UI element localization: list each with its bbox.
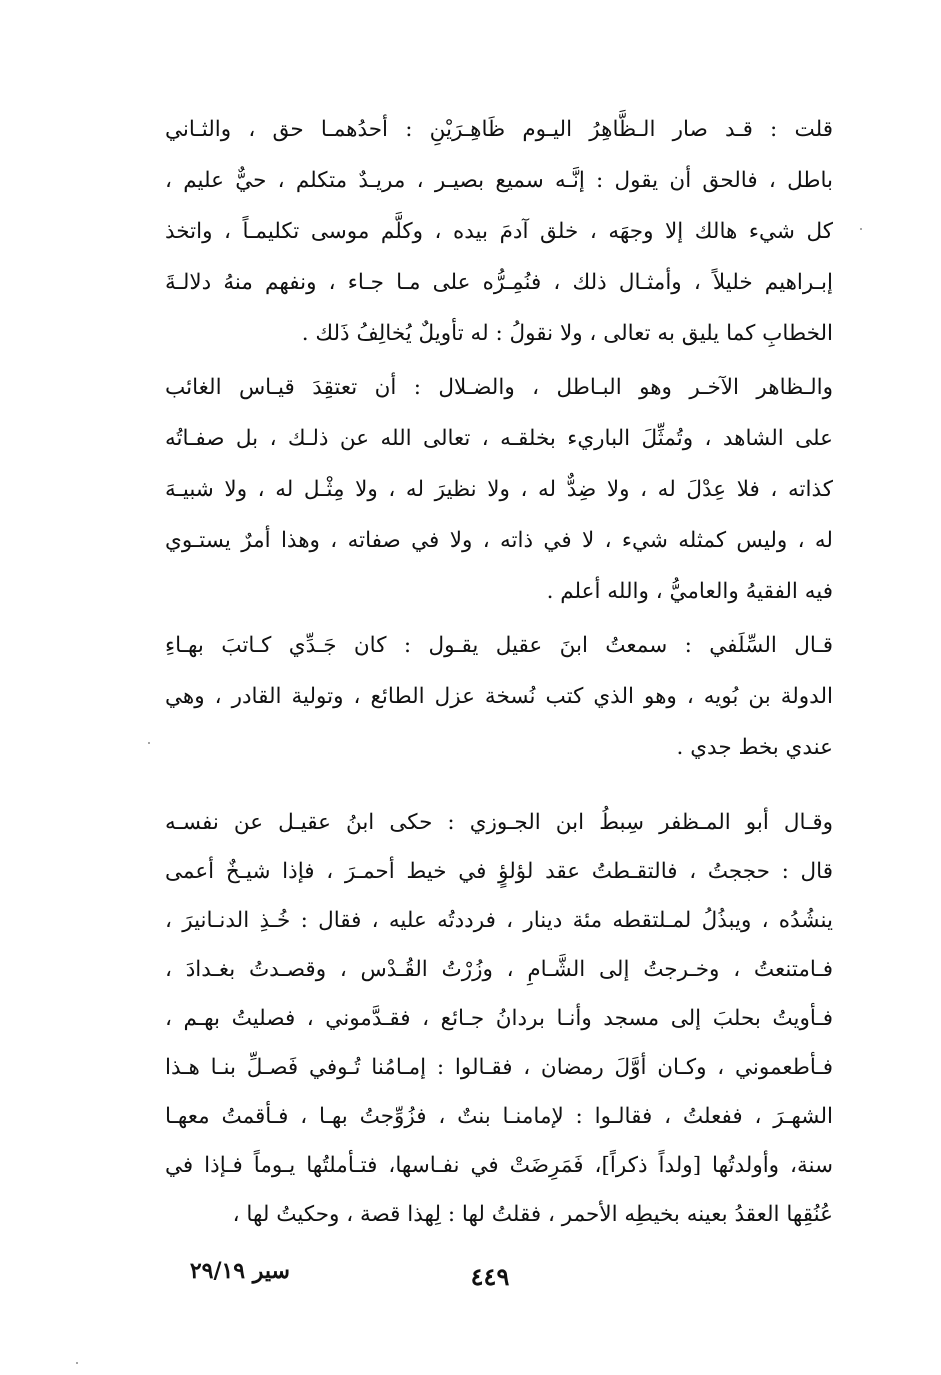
paragraph-line: قـال السِّلَفي : سمعتُ ابنَ عقيل يقـول : كان جَـدِّي كـاتبَ بهـاءِ [165, 633, 833, 658]
paragraph-3 [165, 620, 833, 773]
paragraph-line: عندي بخط جدي . [676, 735, 833, 760]
paragraph-line: ينشُدُه ، ويبذُلُ لمـلتقطه مئة دينار ، فرددتُه عليه ، فقال : خُـذِ الدنـانيرَ ، [165, 908, 833, 933]
paragraph-2 [165, 362, 833, 617]
signature-mark: سير ٢٩/١٩ [189, 1258, 290, 1284]
paragraph-line: قلت : قـد صار الـظَّاهِرُ اليـوم ظَاهِـرَيْنِ : أحدُهمـا حق ، والثـاني [165, 117, 833, 142]
paragraph-line: له ، وليس كمثله شيء ، لا في ذاته ، ولا في صفاته ، وهذا أمرٌ يستـوي [165, 528, 833, 553]
scan-speck [148, 742, 150, 744]
paragraph-line: سنة، وأولدتُها [ولداً ذكراً]، فَمَرِضَتْ في نفـاسها، فتـأملتُها يـوماً فـإذا في [165, 1153, 833, 1178]
paragraph-line: وقـال أبو المـظفر سِبطُ ابن الجـوزي : حكى ابنُ عقيـل عن نفسـه [165, 810, 833, 835]
paragraph-line: كل شيء هالك إلا وجهَه ، خلق آدمَ بيده ، وكلَّم موسى تكليمـاً ، واتخذ [165, 219, 833, 244]
paragraph-line: فـأطعموني ، وكـان أوَّلَ رمضان ، فقـالوا : إمـامُنا تُـوفي فَصـلِّ بنـا هـذا [165, 1055, 833, 1080]
paragraph-line: إبـراهيم خليلاً ، وأمثـال ذلك ، فنُمِـرُّه على مـا جـاء ، ونفهم منهُ دلالـةَ [165, 270, 833, 295]
paragraph-line: عُنُقِها العقدُ بعينه بخيطِه الأحمر ، فقلتُ لها : لِهذا قصة ، وحكيتُ لها ، [232, 1202, 833, 1227]
paragraph-line: كذاته ، فلا عِدْلَ له ، ولا ضِدٌّ له ، ولا نظيرَ له ، ولا مِثْـل له ، ولا شبيـهَ [165, 477, 833, 502]
paragraph-line: الخطابِ كما يليق به تعالى ، ولا نقولُ : له تأويلٌ يُخالِفُ ذَلك . [301, 321, 833, 346]
paragraph-line: قال : حججتُ ، فالتقـطتُ عقد لؤلؤٍ في خيط أحمـرَ ، فإذا شيـخٌ أعمى [165, 859, 833, 884]
scan-speck [76, 1362, 78, 1364]
scan-speck [860, 228, 862, 230]
paragraph-4 [165, 798, 833, 1239]
paragraph-line: على الشاهد ، وتُمثِّلَ الباريء بخلقـه ، تعالى الله عن ذلـك ، بل صفـاتُه [165, 426, 833, 451]
paragraph-line: الشهـرَ ، ففعلتُ ، فقالـوا : لإمامنـا بنتٌ ، فزُوِّجتُ بهـا ، فـأقمتُ معهـا [165, 1104, 833, 1129]
page-number: ٤٤٩ [470, 1262, 510, 1291]
paragraph-line: فـامتنعتُ ، وخـرجتُ إلى الشَّـامِ ، وزُرْتُ القُـدْس ، وقصـدتُ بغـدادَ ، [165, 957, 833, 982]
paragraph-line: فـأويتُ بحلبَ إلى مسجد وأنـا بردانُ جـائع ، فقـدَّموني ، فصليتُ بهـم ، [165, 1006, 833, 1031]
paragraph-line: الدولة بن بُويه ، وهو الذي كتب نُسخة عزل الطائع ، وتولية القادر ، وهي [165, 684, 833, 709]
paragraph-1 [165, 104, 833, 359]
paragraph-line: والـظاهر الآخـر وهو البـاطل ، والضـلال : أن تعتقِدَ قيـاس الغائب [165, 375, 833, 400]
paragraph-line: فيه الفقيهُ والعاميُّ ، والله أعلم . [546, 579, 833, 604]
paragraph-line: باطل ، فالحق أن يقول : إنَّـه سميع بصيـر ، مريـدٌ متكلم ، حيٌّ عليم ، [165, 168, 833, 193]
